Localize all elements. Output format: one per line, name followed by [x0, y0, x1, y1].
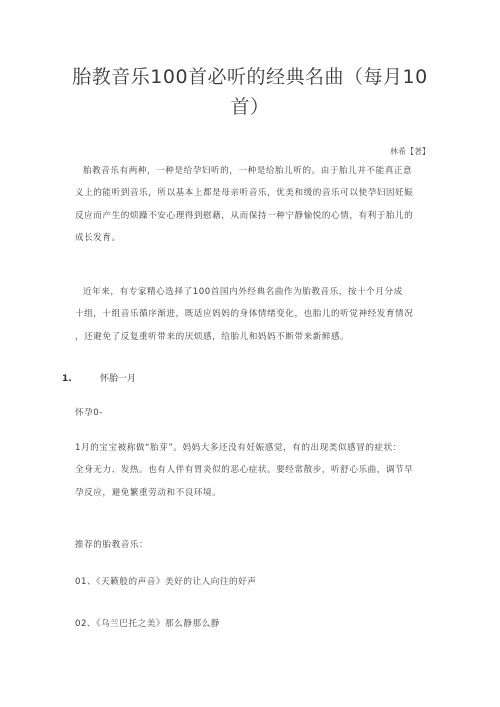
- subheading-text: 怀孕0-: [75, 408, 103, 418]
- paragraph-line: 胎教音乐有两种，一种是给孕妇听的，一种是给胎儿听的。由于胎儿并不能真正意: [83, 166, 413, 176]
- month-description: [75, 437, 433, 504]
- description-line: 全身无力、发热。也有人伴有胃炎似的恶心症状。要经常散步，听舒心乐曲，调节早: [75, 465, 414, 476]
- title-line-1: 胎教音乐100首必听的经典名曲（每月10: [72, 66, 428, 88]
- month-subheading: [75, 402, 433, 424]
- song-item-01: 01、《天籁般的声音》美好的让人向往的好声: [75, 577, 257, 587]
- paragraph-line: 十组，十组音乐循序渐进，既适应妈妈的身体情绪变化，也胎儿的听觉神经发育情况: [75, 309, 414, 320]
- paragraph-selection: [75, 281, 433, 348]
- song-item-02: 02、《乌兰巴托之美》那么静那么静: [75, 619, 220, 629]
- section-title: 怀胎一月: [100, 374, 137, 384]
- paragraph-line: 成长发育。: [75, 232, 121, 243]
- author-byline: 林希【著】: [390, 147, 430, 156]
- paragraph-line: 义上的能听到音乐，所以基本上都是母亲听音乐，优美和缓的音乐可以使孕妇因妊娠: [75, 188, 414, 199]
- recommend-label: 推荐的胎教音乐：: [75, 540, 149, 550]
- title-line-2: 首）: [230, 96, 270, 118]
- paragraph-line: 近年来，有专家精心选择了100首国内外经典名曲作为胎教音乐，按十个月分成: [83, 287, 403, 297]
- section-number: 1.: [62, 374, 72, 384]
- section-heading: [62, 371, 136, 384]
- description-line: 孕反应，避免繁重劳动和不良环境。: [75, 487, 222, 498]
- document-title: [40, 62, 460, 122]
- paragraph-line: 反应而产生的烦躁不安心理得到慰藉，从而保持一种宁静愉悦的心情，有利于胎儿的: [75, 210, 414, 221]
- description-line: 1月的宝宝被称做“胎芽”。妈妈大多还没有妊娠感觉，有的出现类似感冒的症状：: [75, 443, 402, 453]
- paragraph-intro: [75, 160, 433, 249]
- paragraph-line: ，还避免了反复重听带来的厌烦感，给胎儿和妈妈不断带来新鲜感。: [75, 331, 350, 342]
